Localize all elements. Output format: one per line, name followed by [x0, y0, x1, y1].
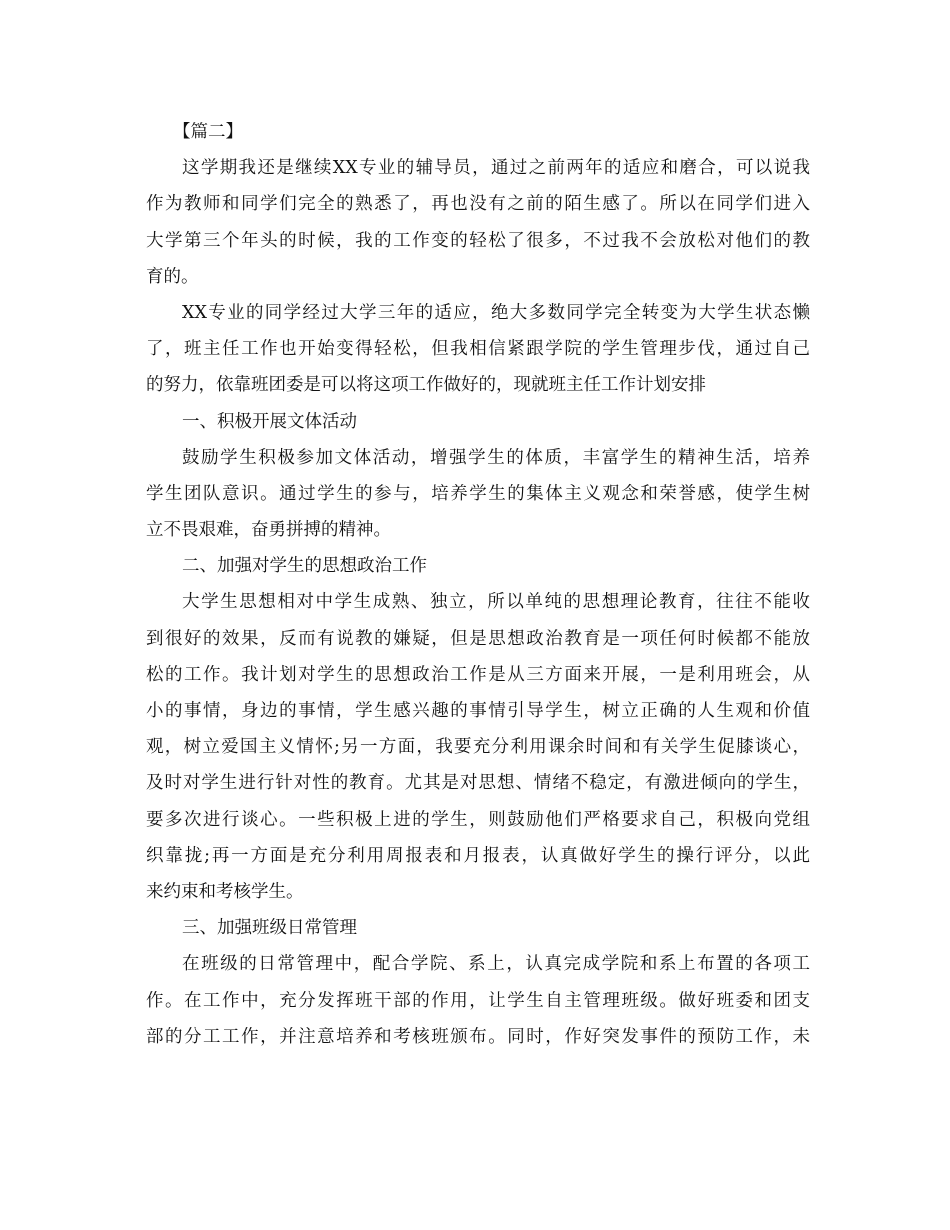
document-body [146, 114, 810, 1055]
paragraph-line: 学生团队意识。通过学生的参与，培养学生的集体主义观念和荣誉感，使学生树 [146, 483, 810, 504]
paragraph-line: 及时对学生进行针对性的教育。尤其是对思想、情绪不稳定，有激进倾向的学生， [146, 773, 810, 794]
paragraph-line: 立不畏艰难，奋勇拼搏的精神。 [146, 520, 391, 541]
paragraph-line: 作为教师和同学们完全的熟悉了，再也没有之前的陌生感了。所以在同学们进入 [146, 194, 810, 215]
paragraph-line: 到很好的效果，反而有说教的嫌疑，但是思想政治教育是一项任何时候都不能放 [146, 628, 810, 649]
paragraph-line: 部的分工工作，并注意培养和考核班颁布。同时，作好突发事件的预防工作，未 [146, 1026, 810, 1047]
paragraph-line: 作。在工作中，充分发挥班干部的作用，让学生自主管理班级。做好班委和团支 [146, 990, 810, 1011]
paragraph-line: 的努力，依靠班团委是可以将这项工作做好的，现就班主任工作计划安排 [146, 375, 706, 396]
section-title: 【篇二】 [173, 122, 243, 142]
paragraph-line: XX专业的同学经过大学三年的适应，绝大多数同学完全转变为大学生状态懒 [182, 302, 810, 323]
paragraph-line: 观，树立爱国主义情怀;另一方面，我要充分利用课余时间和有关学生促膝谈心， [146, 737, 810, 758]
paragraph-line: 鼓励学生积极参加文体活动，增强学生的体质，丰富学生的精神生活，培养 [182, 447, 810, 468]
paragraph-line: 来约束和考核学生。 [146, 881, 304, 902]
section-heading: 三、加强班级日常管理 [182, 918, 357, 939]
section-heading: 一、积极开展文体活动 [182, 411, 357, 432]
section-heading: 二、加强对学生的思想政治工作 [182, 556, 427, 577]
paragraph-line: 大学第三个年头的时候，我的工作变的轻松了很多，不过我不会放松对他们的教 [146, 230, 810, 251]
paragraph-line: 小的事情，身边的事情，学生感兴趣的事情引导学生，树立正确的人生观和价值 [146, 701, 810, 721]
paragraph-line: 在班级的日常管理中，配合学院、系上，认真完成学院和系上布置的各项工 [182, 954, 810, 975]
paragraph-line: 了，班主任工作也开始变得轻松，但我相信紧跟学院的学生管理步伐，通过自己 [146, 339, 810, 360]
paragraph-line: 育的。 [146, 266, 199, 287]
paragraph-line: 大学生思想相对中学生成熟、独立，所以单纯的思想理论教育，往往不能收 [182, 592, 810, 613]
paragraph-line: 松的工作。我计划对学生的思想政治工作是从三方面来开展，一是利用班会，从 [146, 664, 810, 685]
paragraph-line: 织靠拢;再一方面是充分利用周报表和月报表，认真做好学生的操行评分，以此 [146, 845, 810, 866]
paragraph-line: 这学期我还是继续XX专业的辅导员，通过之前两年的适应和磨合，可以说我 [182, 158, 810, 179]
paragraph-line: 要多次进行谈心。一些积极上进的学生，则鼓励他们严格要求自己，积极向党组 [146, 809, 810, 830]
